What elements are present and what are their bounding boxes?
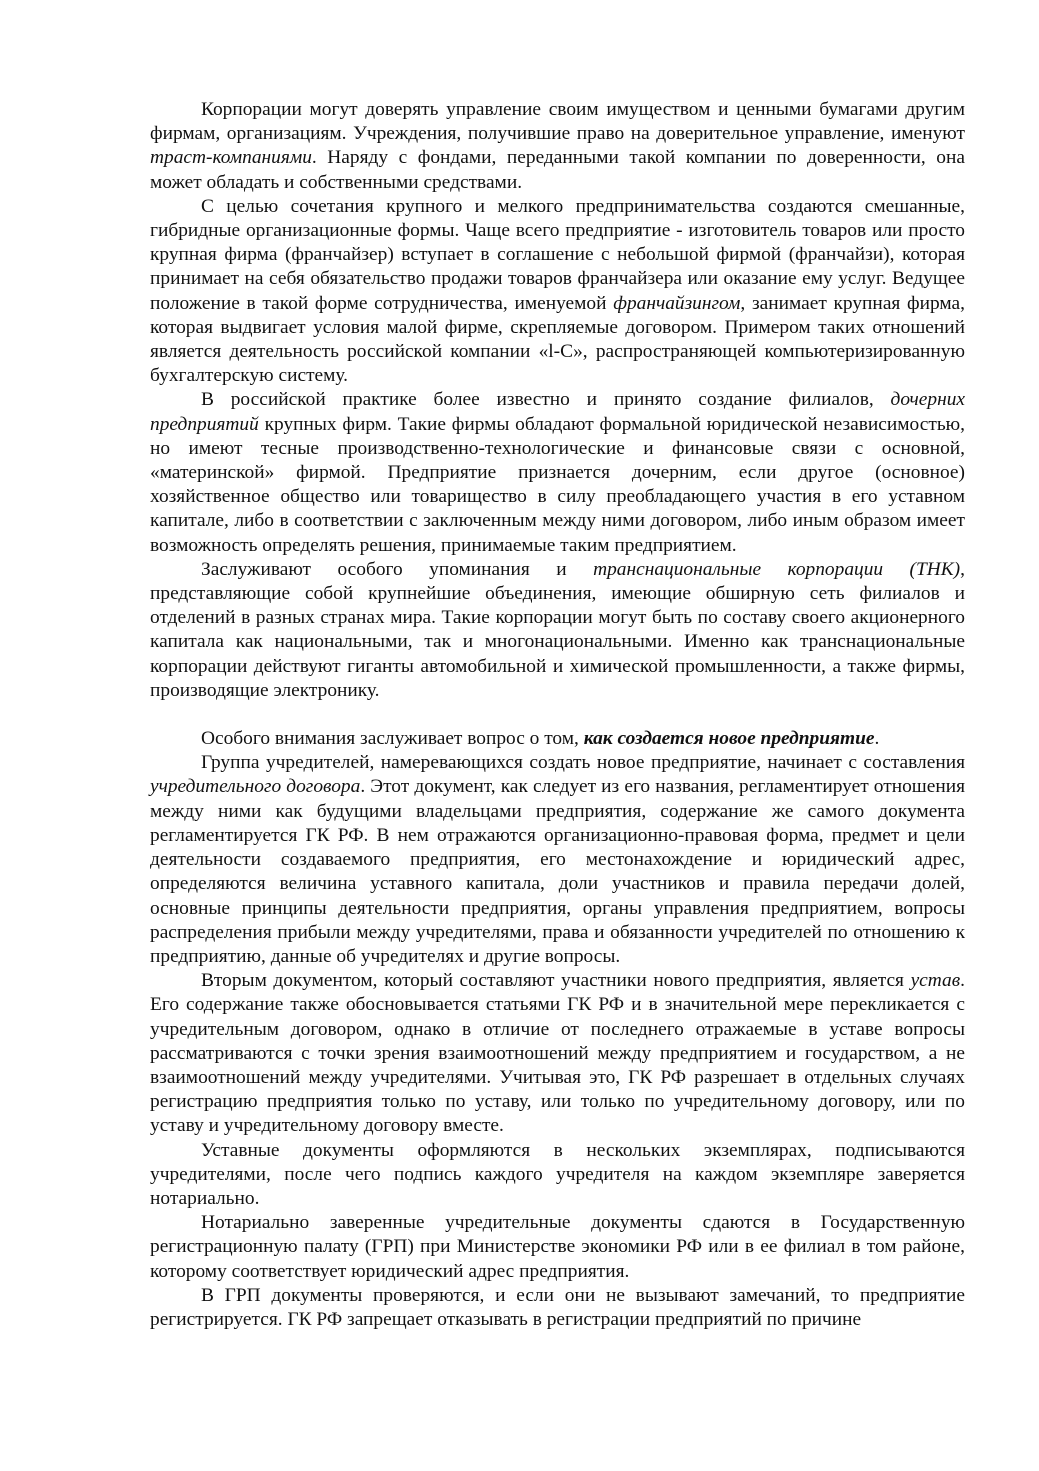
term-subsidiaries: дочерних предприятий	[150, 389, 965, 435]
paragraph-trust-companies: Корпорации могут доверять управление своим имуществом и ценными бумагами другим фирмам, организациям. Учреждения, получившие право на доверительное управление, именуют траст-компаниями. Наряду с фондами, переданными такой компании по доверенности, она может обладать и собственными средствами.	[150, 99, 965, 193]
paragraph-franchising: С целью сочетания крупного и мелкого предпринимательства создаются смешанные, гибридные организационные формы. Чаще всего предприятие - изготовитель товаров или просто крупная фирма (франчайзер) вступает в соглашение с небольшой фирмой (франчайзи), которая принимает на себя обязательство продажи товаров франчайзера или оказание ему услуг. Ведущее положение в такой форме сотрудничества, именуемой франчайзингом, занимает крупная фирма, которая выдвигает условия малой фирме, скрепляемые договором. Примером таких отношений является деятельность российской компании «l-С», распространяющей компьютеризированную бухгалтерскую систему.	[150, 195, 965, 387]
paragraph-charter: Вторым документом, который составляют участники нового предприятия, является устав. Его содержание также обосновывается статьями ГК РФ и в значительной мере перекликается с учредительным договором, однако в отличие от последнего отражаемые в уставе вопросы рассматриваются с точки зрения взаимоотношений между предприятием и государством, а не взаимоотношений между учредителями. Учитывая это, ГК РФ разрешает в отдельных случаях регистрацию предприятия только по уставу, или только по учредительному договору, или по уставу и учредительному договору вместе.	[150, 970, 965, 1137]
term-charter: устав	[910, 970, 961, 992]
term-new-enterprise: как создается новое предприятие	[583, 728, 875, 750]
term-tnc: транснациональные корпорации (ТНК)	[593, 558, 961, 580]
term-franchising: франчайзингом	[613, 292, 741, 314]
document-page	[150, 98, 965, 1332]
term-founding-agreement: учредительного договора	[150, 776, 361, 798]
paragraph-registration-chamber: Нотариально заверенные учредительные документы сдаются в Государственную регистрационную палату (ГРП) при Министерстве экономики РФ или в ее филиал в том районе, которому соответствует юридический адрес предприятия.	[150, 1212, 965, 1282]
paragraph-tnc: Заслуживают особого упоминания и транснациональные корпорации (ТНК), представляющие собой крупнейшие объединения, имеющие обширную сеть филиалов и отделений в разных странах мира. Такие корпорации могут быть по составу своего акционерного капитала как национальными, так и многонациональными. Именно как транснациональные корпорации действуют гиганты автомобильной и химической промышленности, а также фирмы, производящие электронику.	[150, 558, 965, 701]
term-trust-companies: траст-компаниями	[150, 147, 312, 169]
paragraph-new-enterprise-question: Особого внимания заслуживает вопрос о том, как создается новое предприятие.	[201, 728, 880, 750]
paragraph-founding-agreement: Группа учредителей, намеревающихся создать новое предприятие, начинает с составления учредительного договора. Этот документ, как следует из его названия, регламентирует отношения между ними как будущими владельцами предприятия, содержание же самого документа регламентируется ГК РФ. В нем отражаются организационно-правовая форма, предмет и цели деятельности создаваемого предприятия, его местонахождение и юридический адрес, определяются величина уставного капитала, доли участников и правила передачи долей, основные принципы деятельности предприятия, органы управления предприятием, вопросы распределения прибыли между учредителями, права и обязанности учредителей по отношению к предприятию, данные об учредителях и другие вопросы.	[150, 752, 965, 967]
paragraph-notarization: Уставные документы оформляются в нескольких экземплярах, подписываются учредителями, после чего подпись каждого учредителя на каждом экземпляре заверяется нотариально.	[150, 1139, 965, 1209]
paragraph-registration: В ГРП документы проверяются, и если они не вызывают замечаний, то предприятие регистрируется. ГК РФ запрещает отказывать в регистрации предприятий по причине	[150, 1284, 965, 1330]
paragraph-subsidiaries: В российской практике более известно и принято создание филиалов, дочерних предприятий крупных фирм. Такие фирмы обладают формальной юридической независимостью, но имеют тесные производственно-технологические и финансовые связи с основной, «материнской» фирмой. Предприятие признается дочерним, если другое (основное) хозяйственное общество или товарищество в силу преобладающего участия в его уставном капитале, либо в соответствии с заключенным между ними договором, либо иным образом имеет возможность определять решения, принимаемые таким предприятием.	[150, 389, 965, 556]
